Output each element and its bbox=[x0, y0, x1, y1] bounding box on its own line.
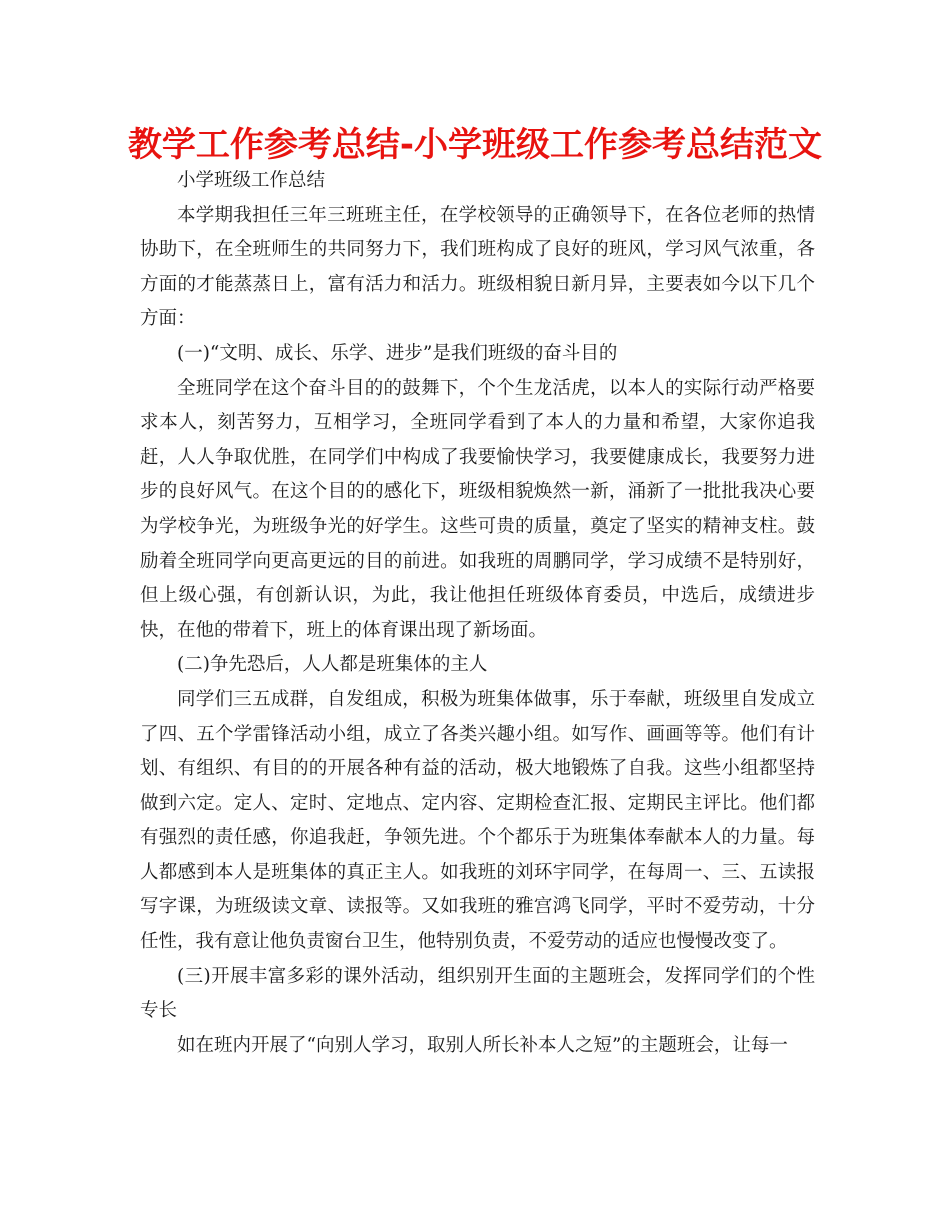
document-body bbox=[140, 164, 815, 1063]
section-heading-3: (三)开展丰富多彩的课外活动，组织别开生面的主题班会，发挥同学们的个性专长 bbox=[140, 965, 815, 1022]
section-heading-2: (二)争先恐后，人人都是班集体的主人 bbox=[177, 654, 488, 676]
document-title: 教学工作参考总结-小学班级工作参考总结范文 bbox=[127, 125, 823, 165]
paragraph-section-3: 如在班内开展了“向别人学习，取别人所长补本人之短”的主题班会，让每一 bbox=[177, 1034, 788, 1056]
paragraph-section-1: 全班同学在这个奋斗目的的鼓舞下，个个生龙活虎，以本人的实际行动严格要求本人，刻苦努力，互相学习，全班同学看到了本人的力量和希望，大家你追我赶，人人争取优胜，在同学们中构成了我要愉快学习，我要健康成长，我要努力进步的良好风气。在这个目的的感化下，班级相貌焕然一新，涌新了一批批我决心要为学校争光，为班级争光的好学生。这些可贵的质量，奠定了坚实的精神支柱。鼓励着全班同学向更高更远的目的前进。如我班的周鹏同学，学习成绩不是特别好，但上级心强，有创新认识，为此，我让他担任班级体育委员，中选后，成绩进步快，在他的带着下，班上的体育课出现了新场面。 bbox=[140, 377, 815, 641]
paragraph-subtitle: 小学班级工作总结 bbox=[177, 170, 326, 191]
paragraph-section-2: 同学们三五成群，自发组成，积极为班集体做事，乐于奉献，班级里自发成立了四、五个学雷锋活动小组，成立了各类兴趣小组。如写作、画画等等。他们有计划、有组织、有目的的开展各种有益的活动，极大地锻炼了自我。这些小组都坚持做到六定。定人、定时、定地点、定内容、定期检查汇报、定期民主评比。他们都有强烈的责任感，你追我赶，争领先进。个个都乐于为班集体奉献本人的力量。每人都感到本人是班集体的真正主人。如我班的刘环宇同学，在每周一、三、五读报写字课，为班级读文章、读报等。又如我班的雅宫鸿飞同学，平时不爱劳动，十分任性，我有意让他负责窗台卫生，他特别负责，不爱劳动的适应也慢慢改变了。 bbox=[140, 688, 815, 953]
paragraph-intro: 本学期我担任三年三班班主任，在学校领导的正确领导下，在各位老师的热情协助下，在全班师生的共同努力下，我们班构成了良好的班风，学习风气浓重，各方面的才能蒸蒸日上，富有活力和活力。班级相貌日新月异，主要表如今以下几个方面： bbox=[140, 204, 815, 330]
section-heading-1: (一)“文明、成长、乐学、进步”是我们班级的奋斗目的 bbox=[177, 342, 618, 364]
